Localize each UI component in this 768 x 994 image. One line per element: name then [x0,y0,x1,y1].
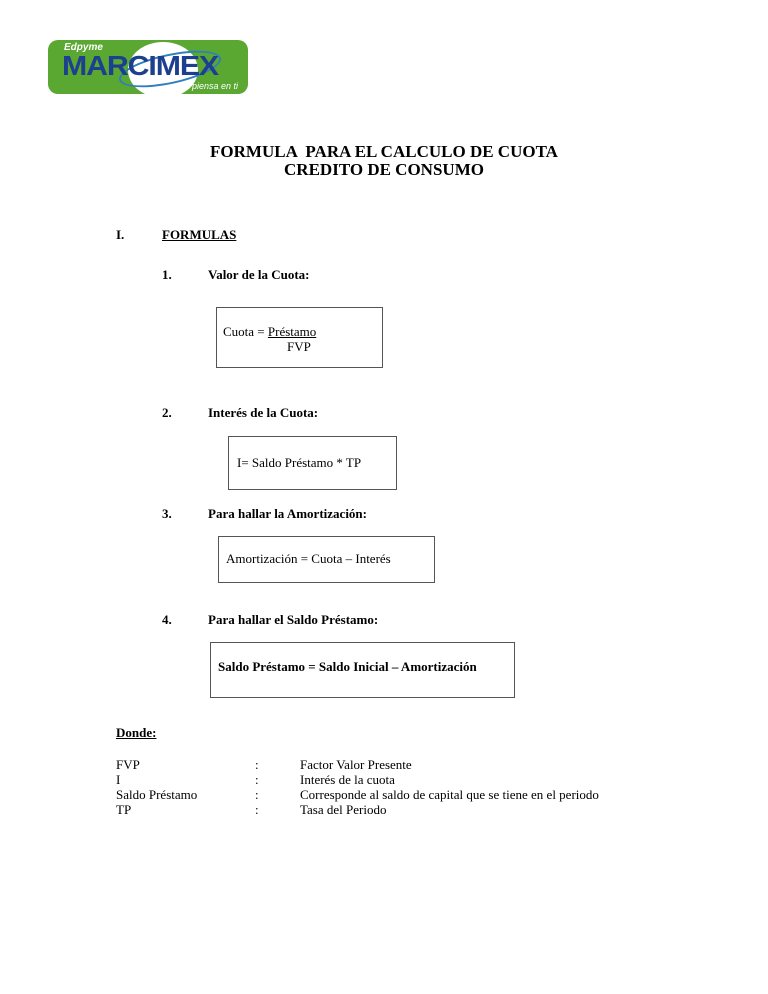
definition-term: FVP [116,757,140,772]
definition-separator: : [255,787,259,802]
formula-amortizacion-text: Amortización = Cuota – Interés [226,551,391,566]
definition-separator: : [255,802,259,817]
definition-description: Corresponde al saldo de capital que se tiene en el periodo [300,787,599,802]
definition-row [116,757,676,772]
definition-description: Tasa del Periodo [300,802,387,817]
item-number-4: 4. [162,612,172,627]
formula-interes-text: I= Saldo Préstamo * TP [237,455,362,470]
definition-description: Factor Valor Presente [300,757,412,772]
title-line-1: FORMULA PARA EL CALCULO DE CUOTA [210,142,558,161]
item-number-2: 2. [162,405,172,420]
item-label-4: Para hallar el Saldo Préstamo: [208,612,379,627]
item-label-3: Para hallar la Amortización: [208,506,367,521]
formula-saldo-prestamo-text: Saldo Préstamo = Saldo Inicial – Amortización [218,659,477,674]
definition-row [116,772,676,787]
formula-box-cuota [216,307,383,368]
definition-term: TP [116,802,132,817]
logo-prefix: Edpyme [64,42,103,53]
formula-box-amortizacion [218,536,435,583]
logo-tagline: piensa en ti [191,81,238,91]
definition-row [116,787,676,802]
section-marker: I. [116,227,125,242]
definition-term: Saldo Préstamo [116,787,198,802]
item-label-2: Interés de la Cuota: [208,405,319,420]
definition-description: Interés de la cuota [300,772,395,787]
donde-label: Donde: [116,725,157,740]
item-number-1: 1. [162,267,172,282]
formula-box-saldo-prestamo [210,642,515,698]
item-label-1: Valor de la Cuota: [208,267,310,282]
logo-brand-name: MARCIMEX [62,50,219,81]
definition-row [116,802,676,817]
marcimex-logo [48,40,248,94]
definition-term: I [116,772,121,787]
formula-box-interes [228,436,397,490]
formula-cuota-denominator: FVP [287,339,311,354]
title-line-2: CREDITO DE CONSUMO [284,160,484,179]
definition-separator: : [255,772,259,787]
section-heading: FORMULAS [162,227,237,242]
document-title [0,143,768,179]
formula-cuota-numerator: Préstamo [267,324,317,339]
definition-separator: : [255,757,259,772]
item-number-3: 3. [162,506,172,521]
formula-cuota-lhs: Cuota = [223,324,268,339]
